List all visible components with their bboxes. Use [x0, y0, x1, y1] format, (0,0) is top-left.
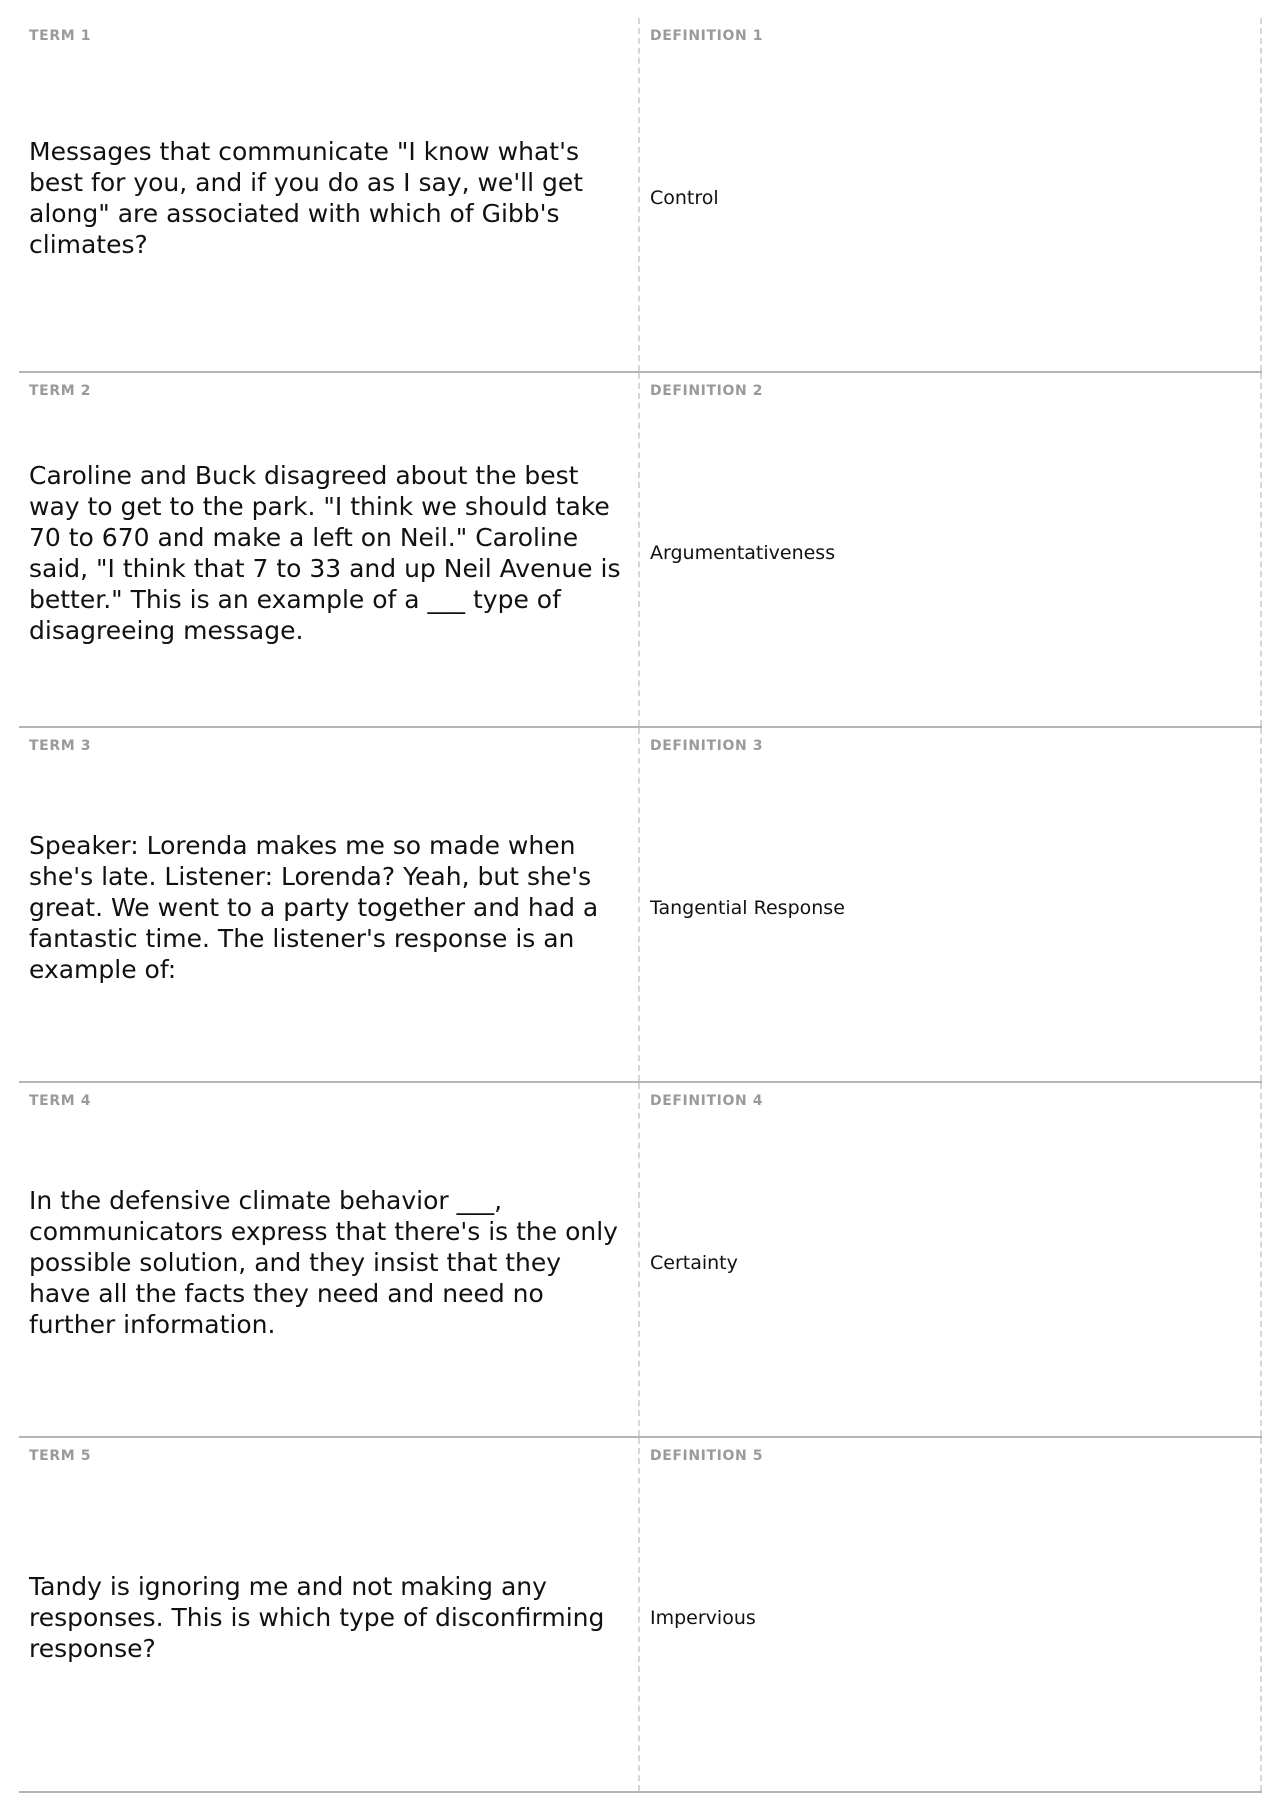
- card-row-1: [19, 18, 1262, 373]
- term-label: TERM 1: [29, 28, 92, 44]
- term-text: Caroline and Buck disagreed about the best way to get to the park. "I think we should take 70 to 670 and make a left on Neil." Caroline said, "I think that 7 to 33 and up Neil Avenue is better." This is an example of a ___ type of disagreeing message.: [29, 460, 621, 645]
- definition-label: DEFINITION 2: [650, 383, 764, 399]
- definition-cell-4: [640, 1083, 1262, 1436]
- flashcard-sheet: [19, 18, 1262, 1793]
- term-text: Speaker: Lorenda makes me so made when she's late. Listener: Lorenda? Yeah, but she's great. We went to a party together and had a fantastic time. The listener's response is an example of:: [29, 831, 599, 984]
- definition-text: Impervious: [650, 1606, 756, 1629]
- term-label: TERM 2: [29, 383, 92, 399]
- definition-label: DEFINITION 1: [650, 28, 764, 44]
- term-cell-2: [19, 373, 640, 726]
- definition-cell-1: [640, 18, 1262, 371]
- definition-text: Argumentativeness: [650, 541, 836, 564]
- term-text: Tandy is ignoring me and not making any responses. This is which type of disconfirming response?: [29, 1572, 605, 1663]
- definition-cell-5: [640, 1438, 1262, 1791]
- card-row-5: [19, 1438, 1262, 1793]
- term-label: TERM 4: [29, 1093, 92, 1109]
- definition-text: Control: [650, 186, 719, 209]
- term-cell-1: [19, 18, 640, 371]
- definition-cell-3: [640, 728, 1262, 1081]
- term-label: TERM 5: [29, 1448, 92, 1464]
- definition-cell-2: [640, 373, 1262, 726]
- term-cell-3: [19, 728, 640, 1081]
- definition-label: DEFINITION 3: [650, 738, 764, 754]
- card-row-3: [19, 728, 1262, 1083]
- term-cell-4: [19, 1083, 640, 1436]
- term-label: TERM 3: [29, 738, 92, 754]
- term-cell-5: [19, 1438, 640, 1791]
- term-text: Messages that communicate "I know what's best for you, and if you do as I say, we'll get along" are associated with which of Gibb's climates?: [29, 136, 584, 259]
- definition-label: DEFINITION 4: [650, 1093, 764, 1109]
- term-text: In the defensive climate behavior ___, communicators express that there's is the only possible solution, and they insist that they have all the facts they need and need no further information.: [29, 1186, 618, 1339]
- definition-text: Certainty: [650, 1251, 738, 1274]
- card-row-4: [19, 1083, 1262, 1438]
- definition-text: Tangential Response: [650, 896, 845, 919]
- definition-label: DEFINITION 5: [650, 1448, 764, 1464]
- card-row-2: [19, 373, 1262, 728]
